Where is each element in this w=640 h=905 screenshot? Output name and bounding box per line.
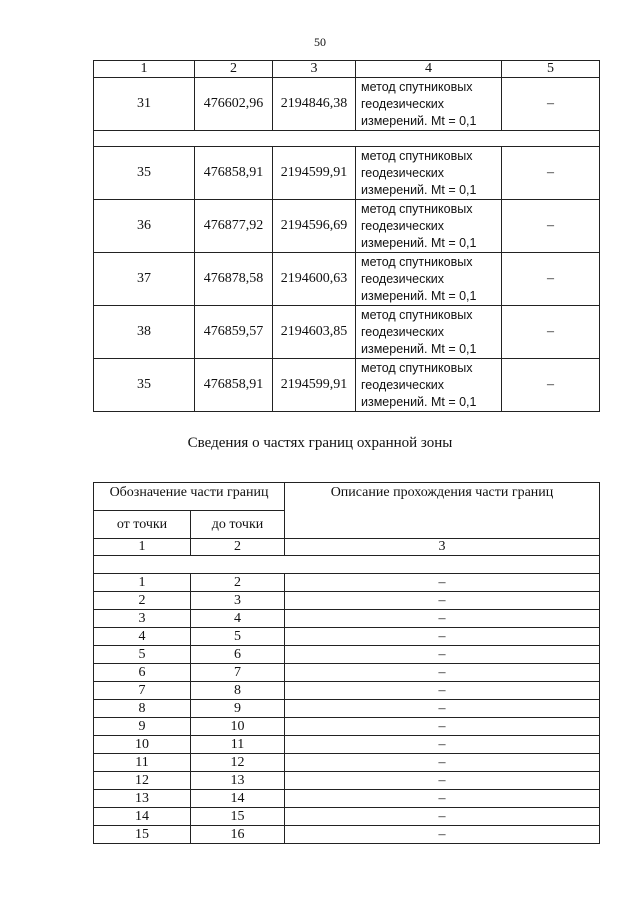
method-description <box>356 359 502 412</box>
column-number-1: 1 <box>94 61 195 78</box>
method-line: измерений. Mt = 0,1 <box>361 394 477 409</box>
description-dash: – <box>285 736 600 754</box>
from-point: 15 <box>94 826 191 844</box>
description-dash: – <box>285 808 600 826</box>
from-point: 3 <box>94 610 191 628</box>
to-point: 9 <box>191 700 285 718</box>
to-point: 5 <box>191 628 285 646</box>
description-dash: – <box>285 700 600 718</box>
note-dash: – <box>502 200 600 253</box>
method-description <box>356 78 502 131</box>
method-line: геодезических <box>361 218 445 233</box>
method-line: геодезических <box>361 96 445 111</box>
column-number-3: 3 <box>273 61 356 78</box>
method-line: геодезических <box>361 271 445 286</box>
note-dash: – <box>502 359 600 412</box>
to-point-header: до точки <box>191 511 285 539</box>
method-line: геодезических <box>361 165 445 180</box>
point-number: 31 <box>94 78 195 131</box>
method-description <box>356 306 502 359</box>
description-dash: – <box>285 574 600 592</box>
coordinate-y: 2194599,91 <box>273 147 356 200</box>
description-dash: – <box>285 826 600 844</box>
coordinate-y: 2194603,85 <box>273 306 356 359</box>
from-point: 11 <box>94 754 191 772</box>
method-line: геодезических <box>361 377 445 392</box>
table-row <box>94 754 600 772</box>
method-line: метод спутниковых <box>361 360 473 375</box>
to-point: 2 <box>191 574 285 592</box>
to-point: 6 <box>191 646 285 664</box>
section-title: Сведения о частях границ охранной зоны <box>187 435 453 451</box>
table-row <box>94 718 600 736</box>
description-dash: – <box>285 682 600 700</box>
description-dash: – <box>285 592 600 610</box>
parts-column-numbers-row <box>94 539 600 556</box>
table-row <box>94 200 600 253</box>
method-line: метод спутниковых <box>361 148 473 163</box>
description-dash: – <box>285 628 600 646</box>
table-row <box>94 628 600 646</box>
point-number: 37 <box>94 253 195 306</box>
method-line: геодезических <box>361 324 445 339</box>
boundary-parts-rows <box>94 574 600 844</box>
table-row <box>94 736 600 754</box>
from-point-header: от точки <box>94 511 191 539</box>
note-dash: – <box>502 306 600 359</box>
method-line: метод спутниковых <box>361 307 473 322</box>
page-number: 50 <box>314 35 326 49</box>
table-row <box>94 78 600 131</box>
empty-cell <box>94 556 600 574</box>
from-point: 8 <box>94 700 191 718</box>
table-row <box>94 253 600 306</box>
to-point: 14 <box>191 790 285 808</box>
method-line: метод спутниковых <box>361 254 473 269</box>
coordinate-y: 2194846,38 <box>273 78 356 131</box>
table-row <box>94 682 600 700</box>
coordinate-y: 2194599,91 <box>273 359 356 412</box>
description-dash: – <box>285 664 600 682</box>
method-line: измерений. Mt = 0,1 <box>361 113 477 128</box>
to-point: 12 <box>191 754 285 772</box>
point-number: 36 <box>94 200 195 253</box>
from-point: 2 <box>94 592 191 610</box>
gap-row <box>94 131 600 147</box>
coordinate-x: 476858,91 <box>195 147 273 200</box>
point-number: 38 <box>94 306 195 359</box>
coordinate-x: 476858,91 <box>195 359 273 412</box>
method-description <box>356 200 502 253</box>
coordinate-x: 476602,96 <box>195 78 273 131</box>
method-description <box>356 253 502 306</box>
coordinate-y: 2194600,63 <box>273 253 356 306</box>
column-number-5: 5 <box>502 61 600 78</box>
coordinate-x: 476877,92 <box>195 200 273 253</box>
method-line: метод спутниковых <box>361 201 473 216</box>
column-number-3: 3 <box>285 539 600 556</box>
column-number-2: 2 <box>191 539 285 556</box>
method-description <box>356 147 502 200</box>
table-row <box>94 790 600 808</box>
from-point: 13 <box>94 790 191 808</box>
coordinates-rows <box>94 147 600 412</box>
from-point: 4 <box>94 628 191 646</box>
coordinates-header-row <box>94 61 600 78</box>
description-dash: – <box>285 754 600 772</box>
coordinate-x: 476878,58 <box>195 253 273 306</box>
coordinate-x: 476859,57 <box>195 306 273 359</box>
table-row <box>94 700 600 718</box>
point-number: 35 <box>94 147 195 200</box>
to-point: 11 <box>191 736 285 754</box>
point-number: 35 <box>94 359 195 412</box>
table-row <box>94 772 600 790</box>
note-dash: – <box>502 147 600 200</box>
from-point: 9 <box>94 718 191 736</box>
coordinate-y: 2194596,69 <box>273 200 356 253</box>
table-row <box>94 610 600 628</box>
column-number-2: 2 <box>195 61 273 78</box>
description-dash: – <box>285 646 600 664</box>
coordinates-table <box>93 60 600 412</box>
description-dash: – <box>285 772 600 790</box>
from-point: 5 <box>94 646 191 664</box>
to-point: 13 <box>191 772 285 790</box>
table-row <box>94 826 600 844</box>
table-row <box>94 147 600 200</box>
note-dash: – <box>502 253 600 306</box>
to-point: 7 <box>191 664 285 682</box>
from-point: 14 <box>94 808 191 826</box>
from-point: 1 <box>94 574 191 592</box>
gap-row <box>94 556 600 574</box>
to-point: 8 <box>191 682 285 700</box>
table-row <box>94 574 600 592</box>
table-row <box>94 306 600 359</box>
parts-header-row <box>94 483 600 511</box>
boundary-parts-table <box>93 482 600 844</box>
to-point: 3 <box>191 592 285 610</box>
note-dash: – <box>502 78 600 131</box>
to-point: 16 <box>191 826 285 844</box>
table-row <box>94 359 600 412</box>
table-row <box>94 646 600 664</box>
method-line: измерений. Mt = 0,1 <box>361 341 477 356</box>
to-point: 15 <box>191 808 285 826</box>
to-point: 10 <box>191 718 285 736</box>
from-point: 7 <box>94 682 191 700</box>
column-number-4: 4 <box>356 61 502 78</box>
description-dash: – <box>285 610 600 628</box>
method-line: измерений. Mt = 0,1 <box>361 235 477 250</box>
description-dash: – <box>285 718 600 736</box>
column-number-1: 1 <box>94 539 191 556</box>
description-dash: – <box>285 790 600 808</box>
table-row <box>94 592 600 610</box>
method-line: метод спутниковых <box>361 79 473 94</box>
method-line: измерений. Mt = 0,1 <box>361 288 477 303</box>
from-point: 6 <box>94 664 191 682</box>
table-row <box>94 664 600 682</box>
table-row <box>94 808 600 826</box>
description-header: Описание прохождения части границ <box>285 483 600 539</box>
to-point: 4 <box>191 610 285 628</box>
designation-header: Обозначение части границ <box>94 483 285 511</box>
from-point: 12 <box>94 772 191 790</box>
empty-cell <box>94 131 600 147</box>
from-point: 10 <box>94 736 191 754</box>
method-line: измерений. Mt = 0,1 <box>361 182 477 197</box>
